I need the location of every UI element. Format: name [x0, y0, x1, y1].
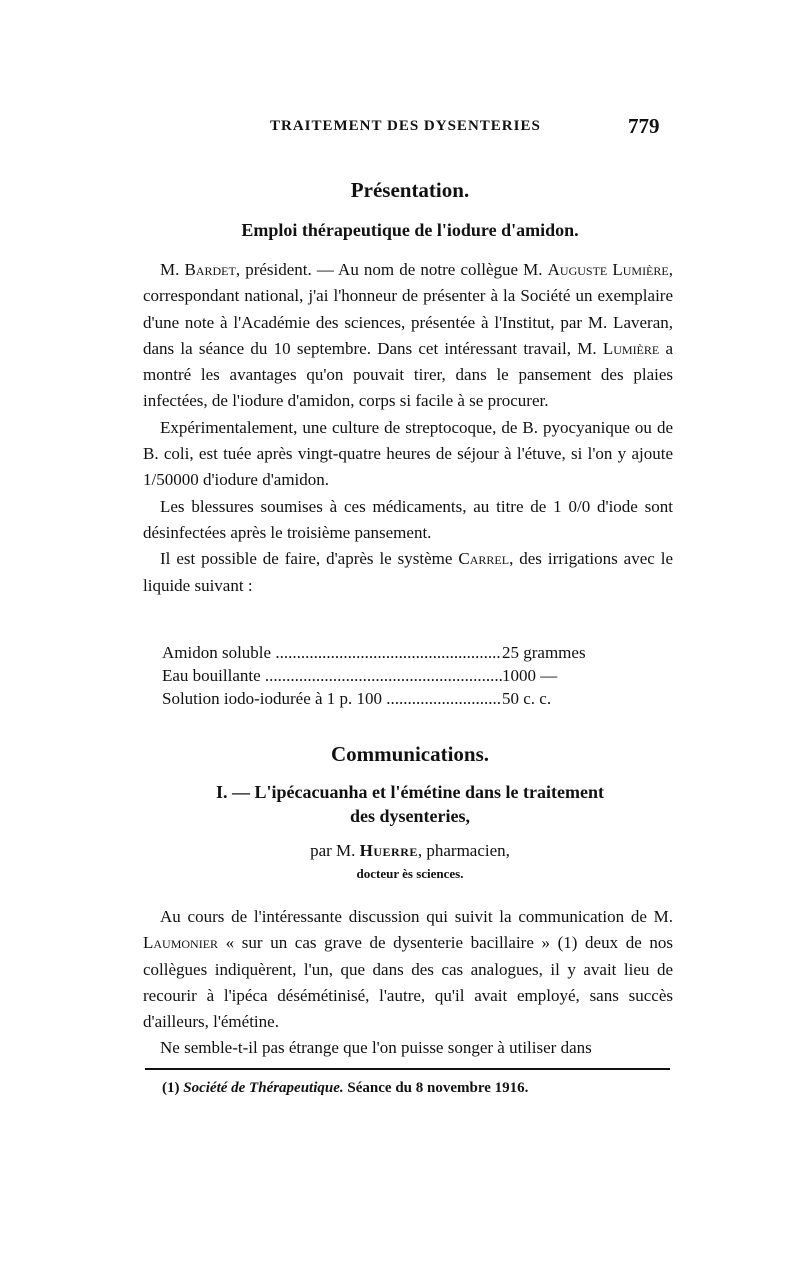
communications-body [143, 904, 673, 1062]
page-number: 779 [628, 114, 660, 138]
footnote: (1) Société de Thérapeutique. Séance du 8 novembre 1916. [162, 1080, 529, 1096]
paragraph-wounds: Les blessures soumises à ces médicaments, au titre de 1 0/0 d'iode sont désinfectées après le troisième pansement. [143, 496, 673, 542]
recipe-ingredient: Amidon soluble ..... [162, 641, 502, 664]
recipe-quantity: 1000 — [502, 666, 558, 685]
recipe-ingredient: Solution iodo-iodurée à 1 p. 100 ..... [162, 687, 502, 710]
paragraph-laumonier: Au cours de l'intéressante discussion qui suivit la communication de M. Laumonier « sur un cas grave de dysenterie bacillaire » (1) deux de nos collègues indiquèrent, l'un, que dans des cas analogues, il y avait lieu de recourir à l'ipéca désémétinisé, l'autre, qu'il avait employé, sans succès d'ailleurs, l'émétine. [143, 907, 673, 1032]
author-title: docteur ès sciences. [356, 866, 464, 881]
presentation-subheading: Emploi thérapeutique de l'iodure d'amidon. [241, 220, 579, 240]
recipe-quantity: 50 c. c. [502, 689, 552, 708]
recipe-row [162, 664, 652, 687]
footnote-rule [145, 1068, 670, 1070]
recipe-ingredient: Eau bouillante ..... [162, 664, 502, 687]
recipe-row [162, 687, 652, 710]
article-title-line2: des dysenteries, [350, 806, 470, 826]
paragraph-experiment: Expérimentalement, une culture de streptocoque, de B. pyocyanique ou de B. coli, est tuée après vingt-quatre heures de séjour à l'étuve, si l'on y ajoute 1/50000 d'iodure d'amidon. [143, 417, 673, 490]
recipe-row [162, 641, 652, 664]
article-title-line1: I. — L'ipécacuanha et l'émétine dans le traitement [216, 782, 604, 802]
presentation-heading: Présentation. [350, 178, 470, 202]
running-title: TRAITEMENT DES DYSENTERIES [270, 118, 541, 134]
recipe-table [162, 641, 652, 710]
article-author: par M. Huerre, pharmacien, [310, 841, 510, 860]
presentation-body [143, 257, 673, 599]
paragraph-question: Ne semble-t-il pas étrange que l'on puisse songer à utiliser dans [160, 1038, 592, 1058]
communications-heading: Communications. [330, 742, 490, 766]
recipe-quantity: 25 grammes [502, 643, 586, 662]
paragraph-carrel: Il est possible de faire, d'après le système Carrel, des irrigations avec le liquide suivant : [143, 549, 673, 595]
paragraph-bardet: M. Bardet, président. — Au nom de notre collègue M. Auguste Lumière, correspondant national, j'ai l'honneur de présenter à la Société un exemplaire d'une note à l'Académie des sciences, présentée à l'Institut, par M. Laveran, dans la séance du 10 septembre. Dans cet intéressant travail, M. Lumière a montré les avantages qu'on pouvait tirer, dans le pansement des plaies infectées, de l'iodure d'amidon, corps si facile à se procurer. [143, 260, 674, 411]
